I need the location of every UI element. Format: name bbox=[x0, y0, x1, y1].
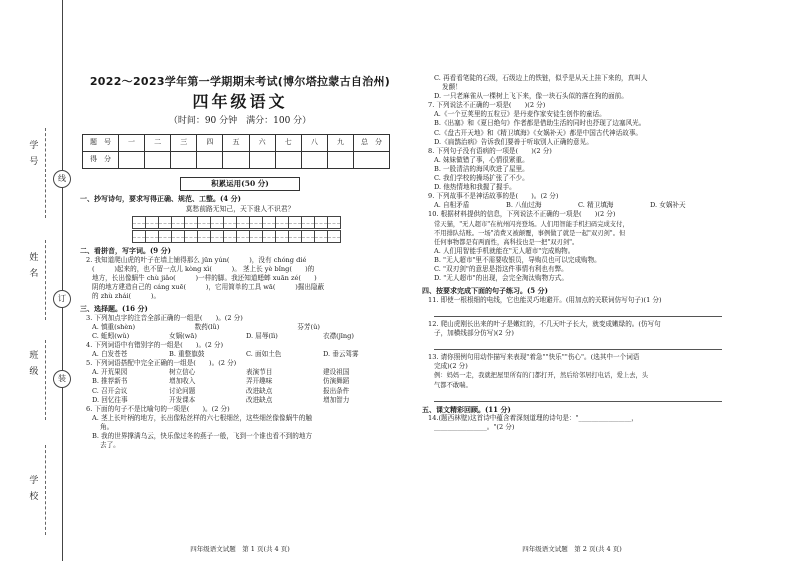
score-header-cell: 七 bbox=[275, 134, 301, 151]
question-14-cont: ________________。"(2 分) bbox=[434, 423, 515, 432]
score-header-cell: 三 bbox=[171, 134, 197, 151]
score-header-cell: 题 号 bbox=[83, 134, 119, 151]
score-header-cell: 六 bbox=[249, 134, 275, 151]
score-row-label: 得 分 bbox=[83, 151, 119, 168]
score-cell[interactable] bbox=[275, 151, 301, 168]
q5-option-row[interactable] bbox=[92, 377, 400, 386]
q6-option-b[interactable]: B. 我的世界撑满乌云，快乐像过冬的燕子一般，飞到一个谁也看不到的地方 bbox=[92, 432, 313, 441]
option[interactable]: B. 重整旗鼓 bbox=[169, 350, 205, 359]
q7-option[interactable]: D.《扁鹊治病》告诉我们要善于听取别人正确的意见。 bbox=[434, 137, 593, 146]
section-heading: 积累运用(50 分) bbox=[180, 177, 300, 191]
answer-line[interactable] bbox=[434, 340, 722, 350]
option[interactable]: 芬芳(ǔ) bbox=[297, 322, 320, 331]
question-7: 7. 下列说法不正确的一项是( )(2 分) bbox=[428, 101, 546, 110]
option: B. 推荐新书 bbox=[92, 377, 128, 386]
time-info: （时间：90 分钟 满分：100 分） bbox=[168, 116, 312, 127]
s1-title: 一、抄写诗句，要求写得正确、规范、工整。(4 分) bbox=[80, 194, 241, 203]
question-8: 8. 下列句子没有语病的一项是( )(2 分) bbox=[428, 146, 552, 155]
option: 讨论问题 bbox=[169, 386, 196, 395]
q8-option[interactable]: A. 妹妹做错了事，心情很紧重。 bbox=[434, 155, 529, 164]
q10-option[interactable]: D. "无人超市"的出现，会完全淘汰购物方式。 bbox=[434, 274, 568, 283]
q10-passage-line: 常天猫，"无人超市"在杭州闪亮登场。人们用智能手机扫码完成支付， bbox=[434, 220, 629, 228]
question-12-cont: 子，加横线部分仿写)(2 分) bbox=[434, 329, 514, 338]
q7-option[interactable]: A.《一个豆荚里的五粒豆》是丹麦作家安徒生创作的童话。 bbox=[434, 110, 606, 119]
class-label: 班 级 bbox=[27, 350, 38, 377]
option: 报出条件 bbox=[323, 386, 350, 395]
option[interactable]: A. 自相矛盾 bbox=[434, 201, 470, 210]
option: C. 召开会议 bbox=[92, 386, 128, 395]
option: 改进缺点 bbox=[246, 386, 273, 395]
score-table-row bbox=[83, 151, 390, 168]
question-10: 10. 根据材料提供的信息，下列说法不正确的一项是( )(2 分) bbox=[428, 210, 616, 219]
score-cell[interactable] bbox=[145, 151, 171, 168]
q7-option[interactable]: C.《盘古开天地》和《精卫填海》《女娲补天》都是中国古代神话故事。 bbox=[434, 128, 643, 137]
question-14: 14.(题西林壁)这首诗中蕴含着深刻道理的诗句是："________________， bbox=[428, 414, 638, 423]
q5-option-row[interactable] bbox=[92, 396, 400, 405]
q10-passage-line: 不用排队结账。一场"消费又被颠覆，事例做了就是一起"双刃剑"。但 bbox=[434, 229, 626, 237]
exam-page-2 bbox=[422, 74, 722, 554]
name-fill-line[interactable] bbox=[45, 240, 46, 320]
q3-options bbox=[92, 323, 400, 332]
option[interactable]: A. 慎重(shèn) bbox=[92, 322, 136, 331]
question-9: 9. 下列故事不是神话故事的是( )。(2 分) bbox=[428, 192, 559, 201]
q10-option[interactable]: C. "双刃剑"的意思是指这件事情有利也有弊。 bbox=[434, 265, 568, 274]
q13-example: 例：妈妈一走，我就把屋里所有的门都打开，然后给邻居打电话，爱上去，头 bbox=[434, 372, 649, 380]
score-header-cell: 八 bbox=[301, 134, 327, 151]
option: 增加智力 bbox=[323, 395, 350, 404]
q3-options bbox=[92, 332, 400, 341]
score-header-cell: 一 bbox=[119, 134, 145, 151]
cut-mark-bind: 订 bbox=[53, 290, 71, 308]
pinyin-line: ( )起来的，也不留一点儿 kòng xì( )。 茎上长 yè bǐng( )的 bbox=[92, 264, 315, 273]
writing-grid-2[interactable] bbox=[132, 230, 400, 243]
option: 弄开趣味 bbox=[246, 377, 273, 386]
option[interactable]: D. 女娲补天 bbox=[650, 201, 686, 210]
option[interactable]: D. 垂云驾雾 bbox=[323, 350, 359, 359]
grade-title: 四年级语文 bbox=[192, 92, 288, 112]
cut-mark-install: 装 bbox=[53, 370, 71, 388]
page-footer: 四年级语文试题 第 1 页(共 4 页) bbox=[190, 545, 290, 554]
q10-option[interactable]: B. "无人超市"里不需要收银员，导购员也可以完成购物。 bbox=[434, 255, 601, 264]
option: A. 开荒果园 bbox=[92, 368, 128, 377]
option[interactable]: 女娲(wā) bbox=[169, 332, 197, 340]
score-cell[interactable] bbox=[249, 151, 275, 168]
q8-option[interactable]: D. 他热情地和我握了握手。 bbox=[434, 183, 516, 192]
student-number-label: 学 号 bbox=[27, 140, 38, 167]
score-header-cell: 五 bbox=[223, 134, 249, 151]
option[interactable]: C. 蚯蚓(wǔ) bbox=[92, 332, 130, 340]
s3-title: 三、选择题。(16 分) bbox=[80, 304, 148, 314]
binding-line bbox=[62, 0, 63, 561]
question-11: 11. 即使一根根细的电线，它也能灵巧地避开。(用加点的关联词仿写句子)(1 分) bbox=[428, 295, 662, 304]
class-fill-line[interactable] bbox=[45, 340, 46, 420]
student-number-fill-line[interactable] bbox=[45, 128, 46, 218]
score-cell[interactable] bbox=[171, 151, 197, 168]
score-cell[interactable] bbox=[301, 151, 327, 168]
pinyin-line: 阴的地方建造自己的 cáng xuē( )，它用简单的工具 wā( )掘出隐蔽 bbox=[92, 282, 325, 291]
name-label: 姓 名 bbox=[27, 252, 38, 279]
question-13-cont: 完成)(2 分) bbox=[434, 362, 468, 371]
question-5: 5. 下列词语搭配中完全正确的一组是( )。(2 分) bbox=[86, 359, 237, 368]
option: 改进缺点 bbox=[246, 395, 273, 404]
score-table bbox=[82, 134, 390, 169]
exam-title: 2022～2023学年第一学期期末考试(博尔塔拉蒙古自治州) bbox=[89, 75, 391, 88]
score-cell[interactable] bbox=[223, 151, 249, 168]
poem-line: 莫愁前路无知己，天下谁人不识君？ bbox=[185, 204, 295, 213]
option[interactable]: A. 白发苍苍 bbox=[92, 350, 128, 359]
q6-option-c-cont: 发颤！ bbox=[442, 83, 462, 92]
score-cell[interactable] bbox=[327, 151, 353, 168]
option: 建设祖国 bbox=[323, 368, 350, 377]
school-label: 学 校 bbox=[27, 475, 38, 502]
option[interactable]: C. 面如土色 bbox=[246, 350, 282, 359]
option[interactable]: 衣襟(jīng) bbox=[323, 332, 354, 340]
q10-option[interactable]: A. 人们用智能手机就能在"无人超市"完成购物。 bbox=[434, 246, 575, 255]
answer-line[interactable] bbox=[434, 307, 722, 317]
score-header-cell: 九 bbox=[327, 134, 353, 151]
answer-line[interactable] bbox=[434, 392, 722, 402]
q8-option[interactable]: C. 我们学校的操场扩张了不少。 bbox=[434, 174, 529, 183]
option: 增加收入 bbox=[169, 377, 196, 386]
question-4: 4. 下列词语中有错别字的一组是( )。(2 分) bbox=[86, 341, 224, 350]
q4-options bbox=[92, 350, 400, 359]
s4-title: 四、按要求完成下面的句子练习。(5 分) bbox=[422, 286, 548, 296]
question-12: 12. 爬山虎刚长出来的叶子是嫩红的，不几天叶子长大，就变成嫩绿的。(仿写句 bbox=[428, 320, 661, 328]
question-13: 13. 请你照例句用动作描写来表现"着急""快乐""伤心"。(选其中一个词语 bbox=[428, 353, 640, 362]
option: 开发课本 bbox=[169, 395, 196, 404]
option[interactable]: 数药(lǜ) bbox=[194, 322, 220, 331]
q6-option-c[interactable]: C. 再看看笔陡的石级，石级边上的铁链，似乎是从天上挂下来的，真叫人 bbox=[434, 74, 648, 82]
option: 仿演舞蹈 bbox=[323, 377, 350, 386]
binding-margin bbox=[0, 0, 80, 561]
option: D. 回忆往事 bbox=[92, 395, 128, 404]
pinyin-line: 地方，长出像蜗牛 chù jiǎo( )一样的脚。我还知道蟋蟀 xuān zé( ) bbox=[92, 273, 317, 282]
score-table-header bbox=[83, 134, 390, 151]
q6-option-b-cont: 去了。 bbox=[100, 441, 120, 450]
q8-option[interactable]: B. 一股清洁的海风吹进了屋里。 bbox=[434, 164, 529, 173]
q6-option-d[interactable]: D. 一只老麻雀从一棵树上飞下来，像一块石头似的落在狗的面前。 bbox=[434, 92, 628, 101]
option[interactable]: B. 八仙过海 bbox=[506, 201, 542, 210]
score-header-cell: 二 bbox=[145, 134, 171, 151]
score-header-cell: 总 分 bbox=[354, 134, 390, 151]
option[interactable]: D. 屈辱(lì) bbox=[246, 332, 278, 340]
s2-title: 二、看拼音，写字词。(9 分) bbox=[80, 246, 171, 256]
q7-option[interactable]: B.《出塞》和《夏日绝句》作者都是借助生活的同时也抒现了边塞风光。 bbox=[434, 119, 646, 128]
q5-option-row[interactable] bbox=[92, 387, 400, 396]
option[interactable]: C. 精卫填海 bbox=[578, 201, 614, 210]
score-cell[interactable] bbox=[354, 151, 390, 168]
exam-page-1 bbox=[80, 74, 400, 554]
q13-example-cont: 气都不敢喘。 bbox=[434, 381, 472, 389]
s5-title: 五、课文精彩回顾。(11 分) bbox=[422, 404, 511, 414]
writing-grid[interactable] bbox=[132, 216, 400, 229]
pinyin-line: 2. 我知道爬山虎的叶子在墙上铺得那么 jūn yún( )，没有 chóng dié bbox=[86, 255, 307, 264]
score-cell[interactable] bbox=[119, 151, 145, 168]
option: 树立信心 bbox=[169, 368, 196, 377]
q10-passage-line: 任何事物都是有两面性，高科技也是一把"双刃剑"。 bbox=[434, 238, 579, 246]
page-footer: 四年级语文试题 第 2 页(共 4 页) bbox=[522, 545, 622, 554]
score-cell[interactable] bbox=[197, 151, 223, 168]
question-3: 3. 下列加点字的注音全部正确的一组是( )。(2 分) bbox=[86, 313, 243, 322]
option: 表演节目 bbox=[246, 368, 273, 377]
pinyin-line: 的 zhù zhái( )。 bbox=[92, 292, 161, 301]
cut-mark-line: 线 bbox=[53, 170, 71, 188]
question-6: 6. 下面的句子不是比喻句的一项是( )。(2 分) bbox=[86, 404, 230, 413]
q6-option-a-cont: 角。 bbox=[100, 422, 114, 431]
q6-option-a[interactable]: A. 茎上长叶柄的地方，长出像粘丝样的六七根细丝，这些细丝像像蜗牛的触 bbox=[92, 413, 312, 422]
school-fill-line[interactable] bbox=[45, 445, 46, 535]
score-header-cell: 四 bbox=[197, 134, 223, 151]
